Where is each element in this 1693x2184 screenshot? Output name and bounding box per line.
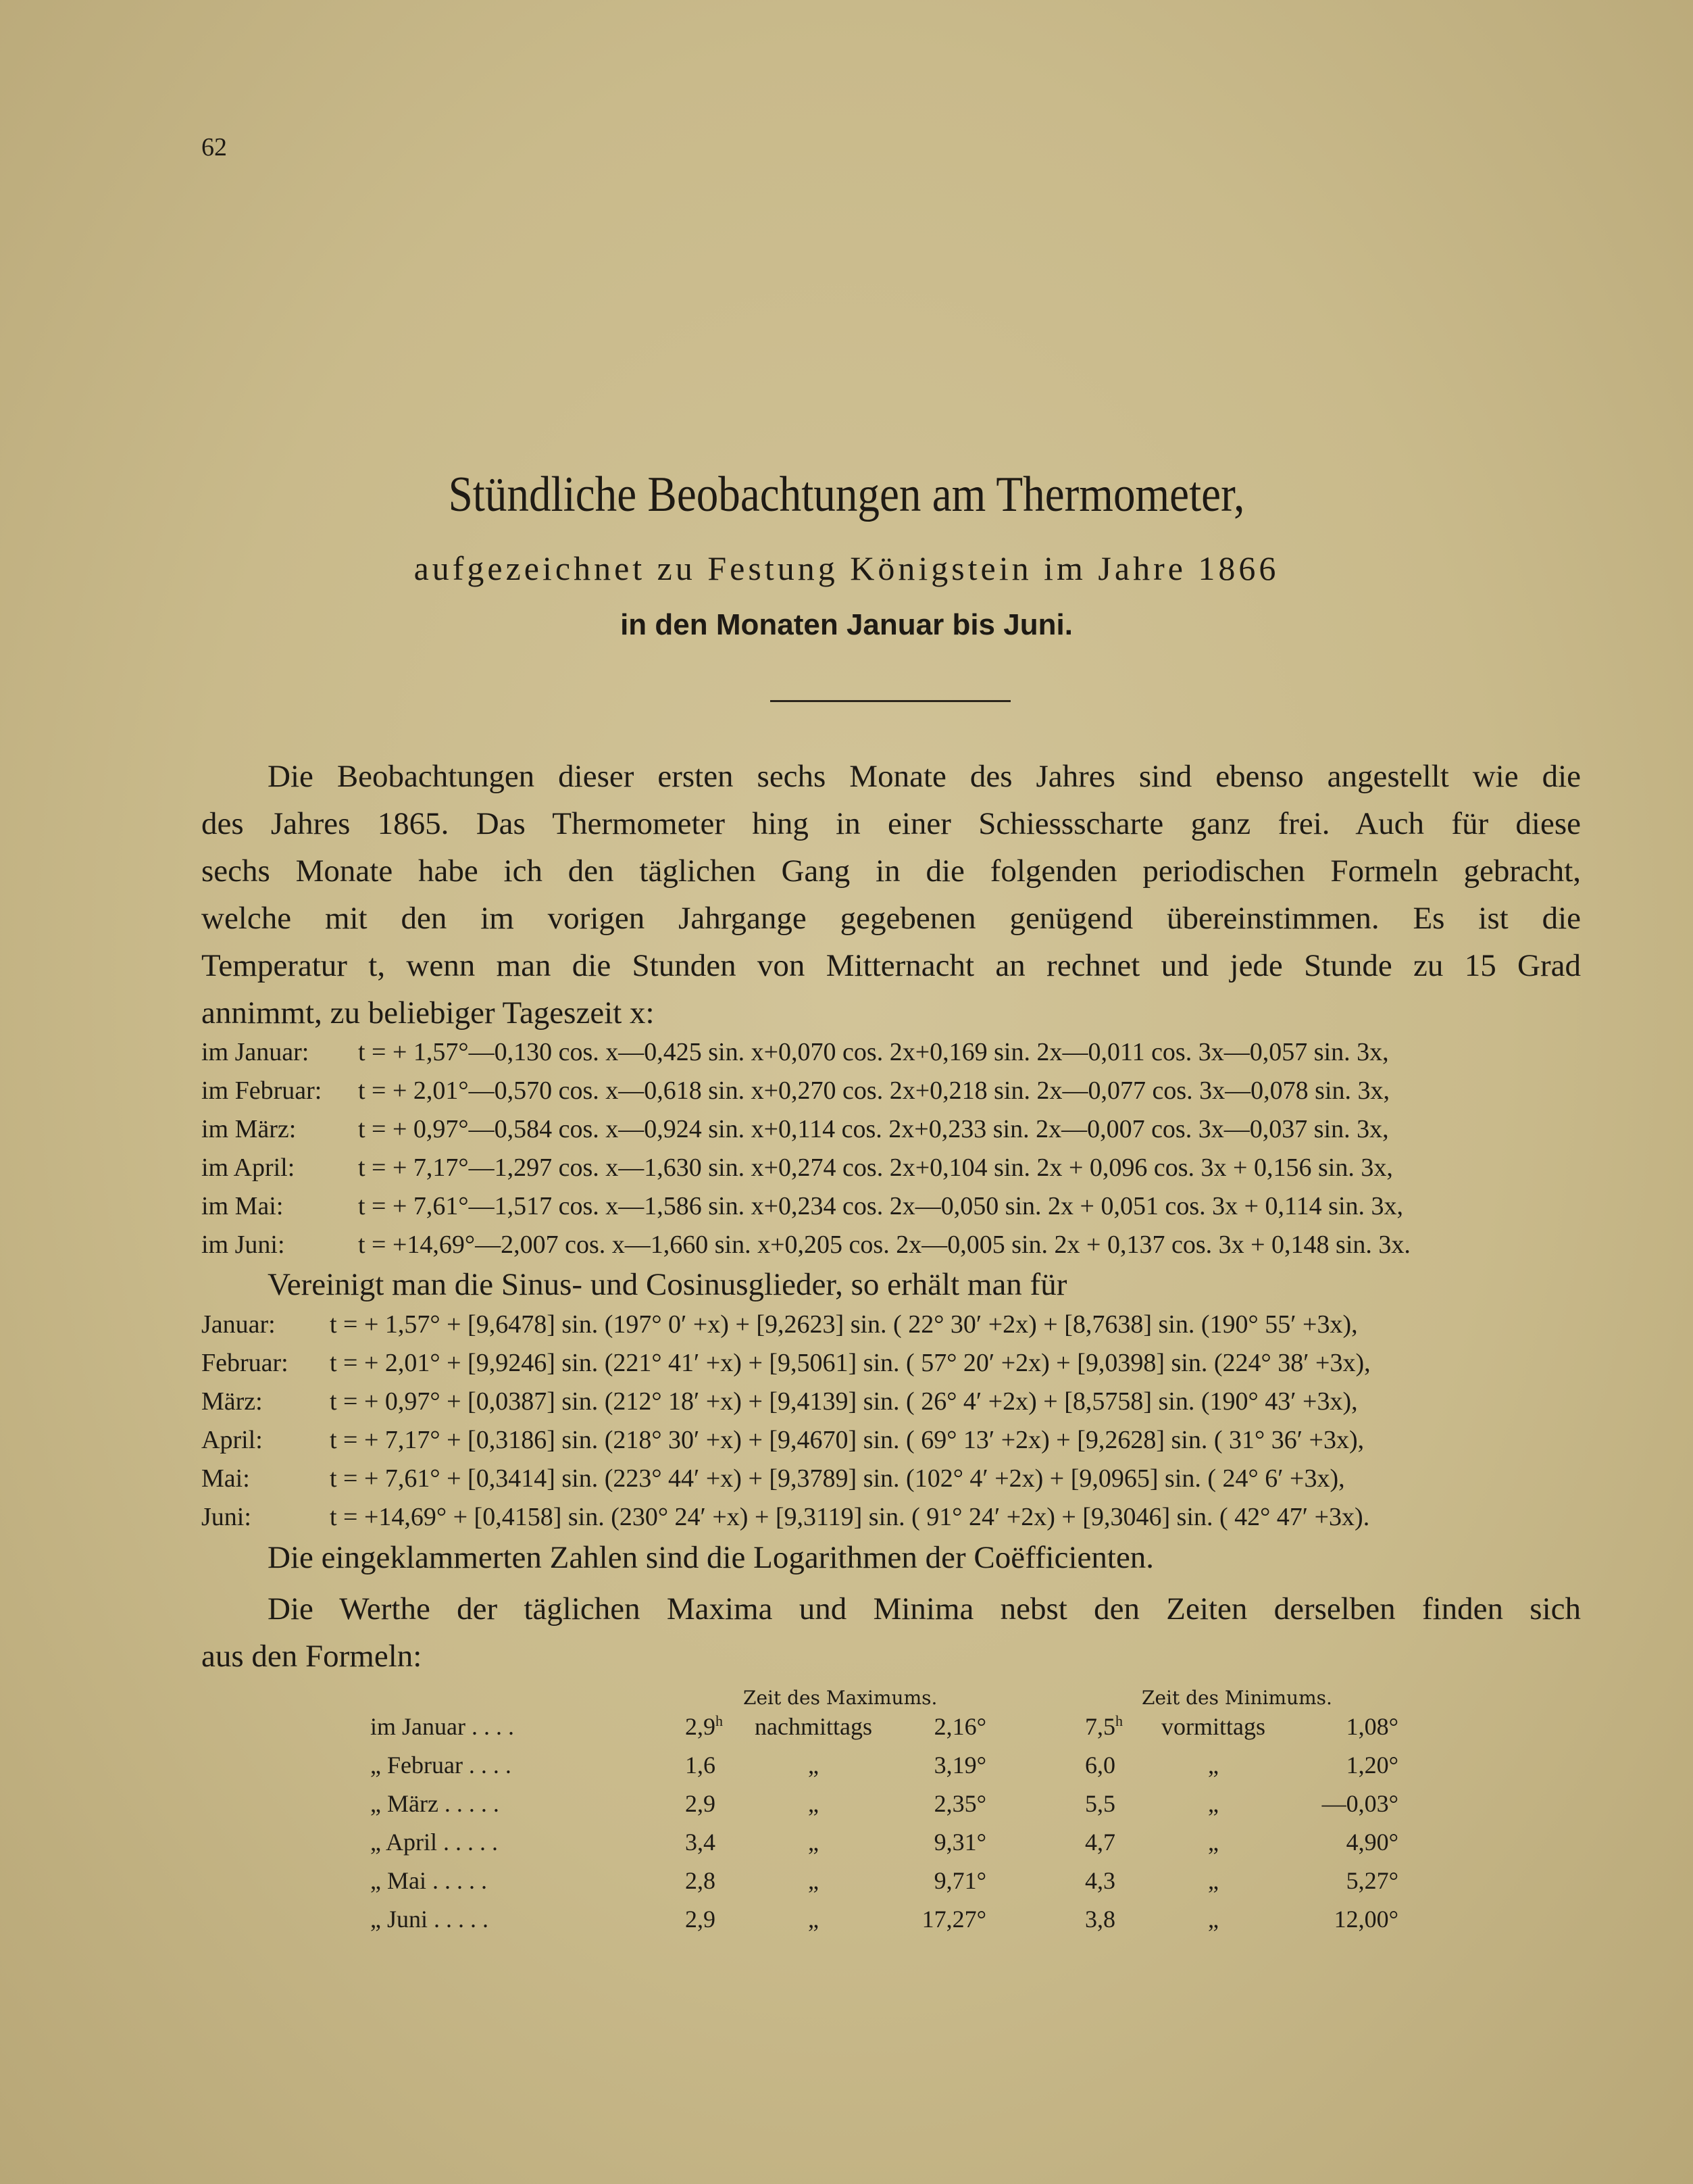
cell-month	[370, 1905, 654, 1933]
extrema-intro-line: Die Werthe der täglichen Maxima und Minima nebst den Zeiten derselben finden sich	[268, 1591, 1581, 1627]
page-title: Stündliche Beobachtungen am Thermometer,	[448, 467, 1245, 522]
cell-max-unit	[746, 1905, 881, 1933]
cell-text: „	[808, 1867, 819, 1894]
cell-min-unit	[1146, 1828, 1281, 1856]
cell-max-val	[885, 1866, 986, 1895]
cell-max-val	[885, 1751, 986, 1779]
cell-text: 2,9	[685, 1713, 715, 1740]
formula-row	[201, 1191, 1403, 1221]
formula-row	[201, 1425, 1364, 1455]
cell-text: „	[1208, 1752, 1219, 1779]
cell-text: 1,6	[685, 1752, 715, 1779]
cell-min-val	[1284, 1789, 1398, 1818]
formula-row	[201, 1464, 1345, 1493]
cell-min-time	[1085, 1712, 1146, 1741]
formula-row	[201, 1230, 1411, 1260]
cell-text: „	[808, 1906, 819, 1933]
formula-expression: t = +14,69° + [0,4158] sin. (230° 24′ +x) + [9,3119] sin. ( 91° 24′ +2x) + [9,3046] sin. ( 42° 47′ +3x).	[330, 1503, 1370, 1531]
cell-text: 2,16°	[934, 1713, 986, 1740]
cell-text: 9,71°	[934, 1867, 986, 1894]
formula-row	[201, 1348, 1371, 1378]
cell-text: 6,0	[1085, 1752, 1115, 1779]
cell-text: 2,9	[685, 1906, 715, 1933]
formula-label: Januar:	[201, 1310, 276, 1339]
formula-row	[201, 1387, 1358, 1416]
formula-row	[201, 1153, 1393, 1183]
cell-min-unit	[1146, 1751, 1281, 1779]
cell-text: 17,27°	[921, 1906, 986, 1933]
formula-expression: t = + 1,57° + [9,6478] sin. (197° 0′ +x) + [9,2623] sin. ( 22° 30′ +2x) + [8,7638] sin. (190° 55′ +3x),	[330, 1310, 1358, 1339]
cell-min-val	[1284, 1751, 1398, 1779]
cell-min-val	[1284, 1828, 1398, 1856]
cell-text: „	[1208, 1867, 1219, 1894]
cell-max-val	[885, 1828, 986, 1856]
intro-line: sechs Monate habe ich den täglichen Gang in die folgenden periodischen Formeln gebracht,	[201, 853, 1581, 889]
cell-text: 1,08°	[1346, 1713, 1398, 1740]
intro-line: Die Beobachtungen dieser ersten sechs Monate des Jahres sind ebenso angestellt wie die	[268, 759, 1581, 794]
cell-text: 4,3	[1085, 1867, 1115, 1894]
formula-label: März:	[201, 1387, 263, 1416]
formula-expression: t = + 7,61° + [0,3414] sin. (223° 44′ +x) + [9,3789] sin. (102° 4′ +2x) + [9,0965] sin. ( 24° 6′ +3x),	[330, 1464, 1345, 1493]
cell-max-time	[685, 1866, 746, 1895]
cell-text: 5,5	[1085, 1790, 1115, 1817]
formula-row	[201, 1310, 1358, 1339]
formula-expression: t = + 7,61°—1,517 cos. x—1,586 sin. x+0,234 cos. 2x—0,050 sin. 2x + 0,051 cos. 3x + 0,114 sin. 3x,	[358, 1192, 1403, 1220]
cell-text: 2,35°	[934, 1790, 986, 1817]
cell-month	[370, 1866, 654, 1895]
cell-max-unit	[746, 1866, 881, 1895]
intro-line: welche mit den im vorigen Jahrgange gegebenen genügend übereinstimmen. Es ist die	[201, 901, 1581, 936]
cell-min-time	[1085, 1751, 1146, 1779]
cell-month	[370, 1828, 654, 1856]
cell-text: im Januar . . . .	[370, 1713, 514, 1740]
cell-max-time	[685, 1751, 746, 1779]
cell-max-val	[885, 1712, 986, 1741]
formula-expression: t = +14,69°—2,007 cos. x—1,660 sin. x+0,205 cos. 2x—0,005 sin. 2x + 0,137 cos. 3x + 0,148 sin. 3x.	[358, 1231, 1411, 1259]
cell-text: vormittags	[1161, 1713, 1265, 1740]
cell-text: „	[1208, 1790, 1219, 1817]
cell-max-unit	[746, 1751, 881, 1779]
formula-label: im April:	[201, 1153, 295, 1182]
formula-expression: t = + 0,97° + [0,0387] sin. (212° 18′ +x) + [9,4139] sin. ( 26° 4′ +2x) + [8,5758] sin. (190° 43′ +3x),	[330, 1387, 1358, 1416]
formula-label: im Juni:	[201, 1231, 285, 1259]
formula-label: im Mai:	[201, 1192, 284, 1220]
cell-min-time	[1085, 1828, 1146, 1856]
formula-row	[201, 1037, 1389, 1067]
formula-expression: t = + 2,01°—0,570 cos. x—0,618 sin. x+0,270 cos. 2x+0,218 sin. 2x—0,077 cos. 3x—0,078 sin. 3x,	[358, 1076, 1390, 1105]
extrema-intro-line: aus den Formeln:	[201, 1639, 422, 1674]
page-number: 62	[201, 133, 227, 162]
hour-superscript: h	[1115, 1712, 1123, 1729]
cell-text: —0,03°	[1321, 1790, 1398, 1817]
log-note: Die eingeklammerten Zahlen sind die Logarithmen der Coëfficienten.	[268, 1540, 1155, 1575]
cell-max-time	[685, 1712, 746, 1741]
cell-max-val	[885, 1905, 986, 1933]
cell-month	[370, 1789, 654, 1818]
header-max: Zeit des Maximums.	[743, 1687, 938, 1709]
cell-text: „	[808, 1790, 819, 1817]
cell-text: 7,5	[1085, 1713, 1115, 1740]
cell-text: 2,8	[685, 1867, 715, 1894]
intro-line: des Jahres 1865. Das Thermometer hing in einer Schiessscharte ganz frei. Auch für diese	[201, 806, 1581, 841]
cell-text: 9,31°	[934, 1829, 986, 1856]
cell-text: 12,00°	[1334, 1906, 1398, 1933]
cell-text: 4,7	[1085, 1829, 1115, 1856]
cell-text: 3,8	[1085, 1906, 1115, 1933]
cell-text: nachmittags	[755, 1713, 872, 1740]
cell-text: 2,9	[685, 1790, 715, 1817]
cell-text: 3,4	[685, 1829, 715, 1856]
intro-line: annimmt, zu beliebiger Tageszeit x:	[201, 995, 655, 1031]
title-divider	[770, 700, 1011, 702]
formula-label: Februar:	[201, 1349, 288, 1377]
formula-expression: t = + 7,17°—1,297 cos. x—1,630 sin. x+0,274 cos. 2x+0,104 sin. 2x + 0,096 cos. 3x + 0,156 sin. 3x,	[358, 1153, 1393, 1182]
cell-min-val	[1284, 1712, 1398, 1741]
cell-text: „	[1208, 1829, 1219, 1856]
cell-min-time	[1085, 1789, 1146, 1818]
formula-row	[201, 1114, 1389, 1144]
formula-row	[201, 1502, 1369, 1532]
cell-month	[370, 1712, 654, 1741]
cell-text: „ April . . . . .	[370, 1829, 498, 1856]
cell-text: „ Mai . . . . .	[370, 1867, 487, 1894]
formula-row	[201, 1076, 1390, 1106]
formula-expression: t = + 1,57°—0,130 cos. x—0,425 sin. x+0,070 cos. 2x+0,169 sin. 2x—0,011 cos. 3x—0,057 sin. 3x,	[358, 1038, 1389, 1066]
cell-max-time	[685, 1789, 746, 1818]
formula-expression: t = + 0,97°—0,584 cos. x—0,924 sin. x+0,114 cos. 2x+0,233 sin. 2x—0,007 cos. 3x—0,037 sin. 3x,	[358, 1115, 1389, 1143]
cell-min-unit	[1146, 1789, 1281, 1818]
cell-text: „ Juni . . . . .	[370, 1906, 488, 1933]
intro-line: Temperatur t, wenn man die Stunden von Mitternacht an rechnet und jede Stunde zu 15 Grad	[201, 948, 1581, 983]
formula-label: im Februar:	[201, 1076, 322, 1105]
page-subsubtitle: in den Monaten Januar bis Juni.	[620, 608, 1073, 641]
cell-max-unit	[746, 1712, 881, 1741]
formula-label: Juni:	[201, 1503, 251, 1531]
formula-label: im Januar:	[201, 1038, 309, 1066]
cell-min-time	[1085, 1905, 1146, 1933]
cell-max-unit	[746, 1828, 881, 1856]
formula-expression: t = + 2,01° + [9,9246] sin. (221° 41′ +x) + [9,5061] sin. ( 57° 20′ +2x) + [9,0398] sin. (224° 38′ +3x),	[330, 1349, 1371, 1377]
cell-text: 4,90°	[1346, 1829, 1398, 1856]
combine-line: Vereinigt man die Sinus- und Cosinusglieder, so erhält man für	[268, 1267, 1067, 1302]
formula-label: April:	[201, 1426, 263, 1454]
cell-max-unit	[746, 1789, 881, 1818]
cell-max-time	[685, 1905, 746, 1933]
cell-text: „ Februar . . . .	[370, 1752, 511, 1779]
formula-label: Mai:	[201, 1464, 250, 1493]
cell-text: „ März . . . . .	[370, 1790, 499, 1817]
cell-text: 5,27°	[1346, 1867, 1398, 1894]
header-min: Zeit des Minimums.	[1142, 1687, 1332, 1709]
cell-text: 1,20°	[1346, 1752, 1398, 1779]
cell-text: 3,19°	[934, 1752, 986, 1779]
page-subtitle: aufgezeichnet zu Festung Königstein im Jahre 1866	[413, 549, 1280, 587]
cell-min-val	[1284, 1905, 1398, 1933]
cell-min-unit	[1146, 1866, 1281, 1895]
cell-min-unit	[1146, 1712, 1281, 1741]
hour-superscript: h	[715, 1712, 723, 1729]
cell-max-val	[885, 1789, 986, 1818]
cell-text: „	[808, 1752, 819, 1779]
cell-min-val	[1284, 1866, 1398, 1895]
formula-label: im März:	[201, 1115, 297, 1143]
cell-text: „	[808, 1829, 819, 1856]
cell-text: „	[1208, 1906, 1219, 1933]
formula-expression: t = + 7,17° + [0,3186] sin. (218° 30′ +x) + [9,4670] sin. ( 69° 13′ +2x) + [9,2628] sin. ( 31° 36′ +3x),	[330, 1426, 1365, 1454]
cell-month	[370, 1751, 654, 1779]
cell-min-time	[1085, 1866, 1146, 1895]
cell-max-time	[685, 1828, 746, 1856]
cell-min-unit	[1146, 1905, 1281, 1933]
